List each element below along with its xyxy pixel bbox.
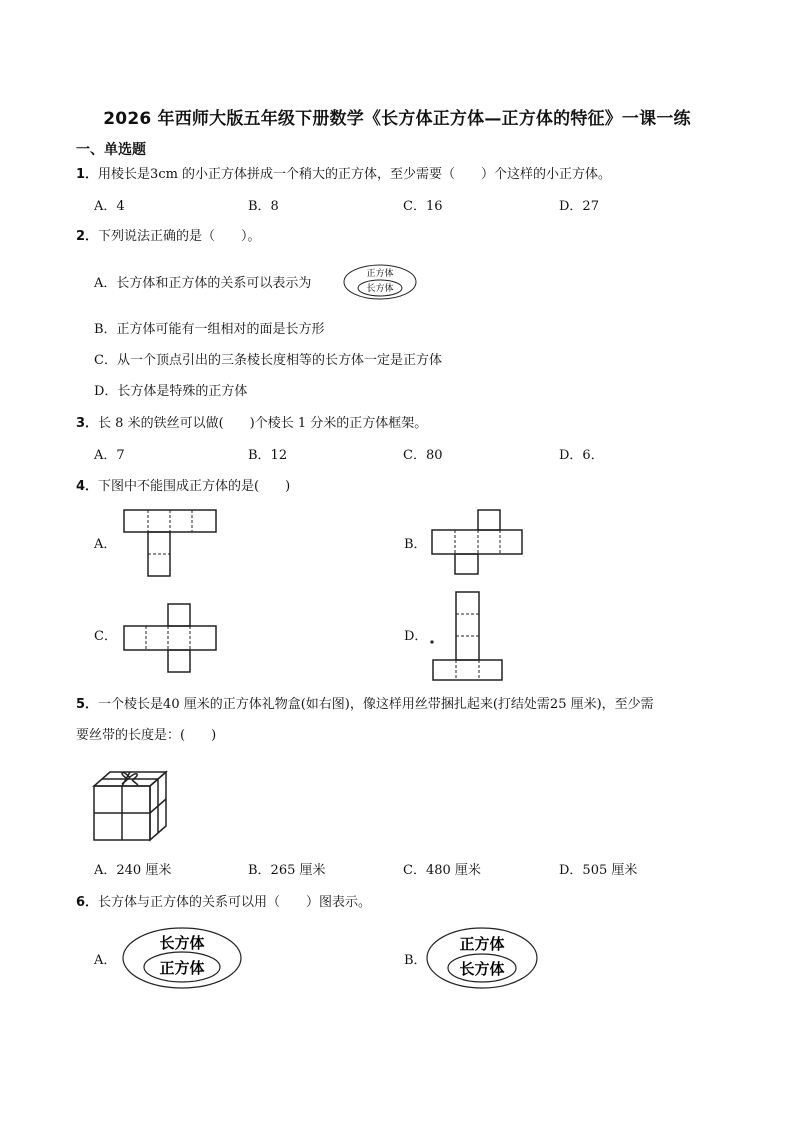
- set-relation-diagram-a: [120, 925, 246, 991]
- outer-label: 正方体: [366, 269, 394, 279]
- set-relation-diagram: [342, 263, 420, 301]
- question-text: 下图中不能围成正方体的是( ): [98, 479, 291, 494]
- question-5: [76, 696, 654, 714]
- section-heading: 一、单选题: [76, 142, 146, 158]
- option-d[interactable]: D．长方体是特殊的正方体: [94, 384, 248, 399]
- option-c[interactable]: C．16: [403, 199, 443, 214]
- option-d[interactable]: D．505 厘米: [559, 863, 638, 878]
- question-number: 3．: [76, 416, 99, 431]
- inner-label: 正方体: [159, 959, 205, 977]
- cube-net-a: [122, 508, 220, 578]
- question-number: 5．: [76, 697, 99, 712]
- question-4: [76, 478, 290, 496]
- option-a[interactable]: A．4: [94, 199, 125, 214]
- cube-net-d: [428, 590, 508, 682]
- question-6: [76, 894, 371, 912]
- option-c[interactable]: C．80: [403, 448, 443, 463]
- option-c[interactable]: C．: [94, 629, 117, 644]
- page-title: 2026 年西师大版五年级下册数学《长方体正方体—正方体的特征》一课一练: [103, 109, 691, 129]
- question-number: 6．: [76, 895, 99, 910]
- option-b[interactable]: B．12: [248, 448, 288, 463]
- question-text: 用棱长是3cm 的小正方体拼成一个稍大的正方体，至少需要（ ）个这样的小正方体。: [98, 167, 612, 182]
- option-a[interactable]: A．240 厘米: [94, 863, 172, 878]
- question-5-continuation: 要丝带的长度是：( ): [76, 728, 217, 743]
- outer-label: 长方体: [159, 934, 205, 952]
- question-text: 长 8 米的铁丝可以做( )个棱长 1 分米的正方体框架。: [98, 416, 428, 431]
- option-a[interactable]: A．: [94, 953, 117, 968]
- option-b[interactable]: B．8: [248, 199, 279, 214]
- inner-label: 长方体: [366, 284, 394, 294]
- option-a[interactable]: A．: [94, 537, 117, 552]
- option-d[interactable]: D．6．: [559, 448, 604, 463]
- question-number: 4．: [76, 479, 99, 494]
- outer-label: 正方体: [459, 935, 505, 953]
- option-b[interactable]: B．: [404, 537, 427, 552]
- set-relation-diagram-b: [424, 925, 540, 991]
- option-a[interactable]: A．长方体和正方体的关系可以表示为: [94, 276, 312, 291]
- question-1: [76, 166, 611, 184]
- question-2: [76, 228, 261, 246]
- question-number: 2．: [76, 229, 99, 244]
- question-3: [76, 415, 427, 433]
- option-d[interactable]: D．27: [559, 199, 599, 214]
- option-d[interactable]: D．: [404, 629, 428, 644]
- gift-box-illustration: [92, 764, 170, 844]
- option-c[interactable]: C．从一个顶点引出的三条棱长度相等的长方体一定是正方体: [94, 353, 442, 368]
- question-text: 下列说法正确的是（ ）。: [98, 229, 261, 244]
- option-b[interactable]: B．265 厘米: [248, 863, 326, 878]
- question-text: 一个棱长是40 厘米的正方体礼物盒(如右图)，像这样用丝带捆扎起来(打结处需25 厘米)，至少需: [98, 697, 654, 712]
- option-b[interactable]: B．: [404, 953, 427, 968]
- cube-net-c: [122, 602, 220, 674]
- question-text: 长方体与正方体的关系可以用（ ）图表示。: [98, 895, 372, 910]
- option-a[interactable]: A．7: [94, 448, 125, 463]
- inner-label: 长方体: [459, 960, 505, 978]
- question-number: 1．: [76, 167, 99, 182]
- cube-net-b: [430, 508, 526, 578]
- option-b[interactable]: B．正方体可能有一组相对的面是长方形: [94, 322, 325, 337]
- option-c[interactable]: C．480 厘米: [403, 863, 481, 878]
